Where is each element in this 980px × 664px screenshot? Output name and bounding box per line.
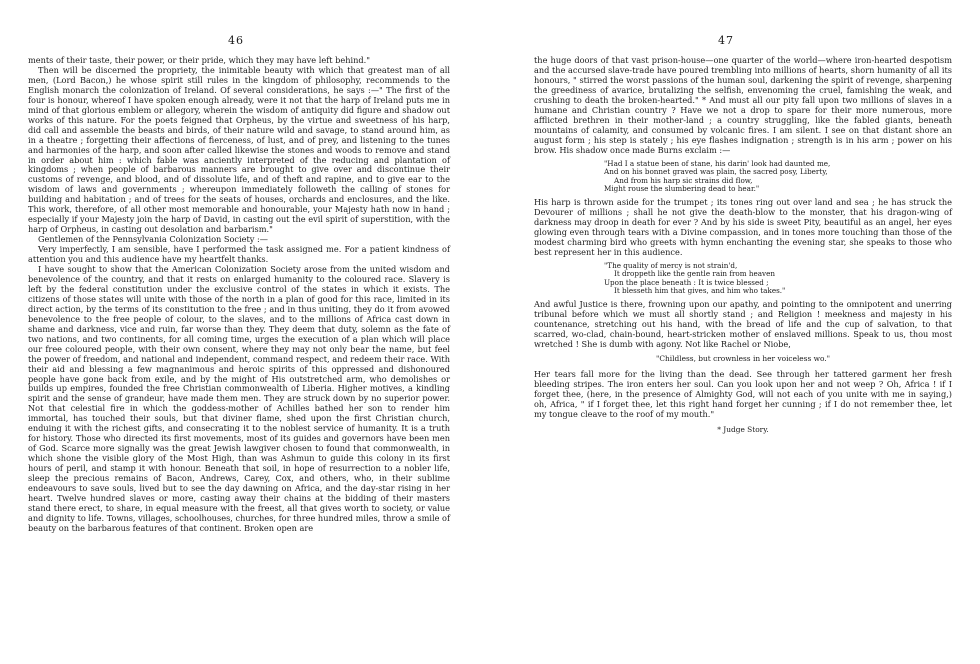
left-page [0,0,472,664]
page-number: 47 [718,34,734,47]
verse-line: Might rouse the slumbering dead to hear." [604,184,760,194]
paragraph: the huge doors of that vast prison-house—one quarter of the world—where iron-hearted despotism and the accursed slave-trade have poured trembling into millions of hearts, shorn humanity of all its honours, " stirred the worst passions of the human soul, darkening the spirit of revenge, sharpening the greediness of avarice, brutalizing the selfish, envenoming the cruel, famishing the weak, and crushing to death the broken-hearted." * And must all our pity fall upon two millions of slaves in a humane and Christian country ? Have we not a drop to spare for their more numerous, more afflicted brethren in their mother-land ; a country struggling, like the fabled giants, beneath mountains of calamity, and consumed by volcanic fires. I am silent. I see on that distant shore an august form ; his step is stately ; his eye flashes indignation ; strength is in his arm ; power on his brow. His shadow once made Burns exclaim :— [534,55,952,155]
paragraph: And awful Justice is there, frowning upon our apathy, and pointing to the omnipotent and unerring tribunal before which we must all shortly stand ; and Religion ! meekness and majesty in his countenance, stretching out his hand, with the bread of life and the cup of salvation, to that scarred, wo-clad, chain-bound, heart-stricken mother of enslaved millions. Speak to us, thou most wretched ! She is dumb with agony. Not like Rachel or Niobe, [534,299,952,349]
paragraph: I have sought to show that the American Colonization Society arose from the united wisdom and benevolence of the country, and that it rests on enlarged humanity to the coloured race. Slavery is left by the federal constitution under the exclusive control of the states in which it exists. The citizens of those states will unite with those of the north in a plan of good for this race, limited in its direct action, by the terms of its constitution to the free ; and in thus uniting, they do it from avowed benevolence to the free people of colour, to the slaves, and to the millions of Africa cast down in shame and darkness, vice and ruin, far worse than they. They deem that duty, solemn as the fate of two nations, and two continents, for all coming time, urges the execution of a plan which will place our free coloured people, with their own consent, where they may not only bear the name, but feel the power of freedom, and national and independent, command respect, and redeem their race. With their aid and blessing a few magnanimous and heroic spirits of this oppressed and dishonoured people have gone back from exile, and by the might of His outstretched arm, who demolishes or builds up empires, founded the free Christian commonwealth of Liberia. Higher motives, a kindling spirit and the sense of grandeur, have made them men. They are struck down by no superior power. Not that celestial fire in which the goddess-mother of Achilles bathed her son to render him immortal, has touched their souls, but that diviner flame, shed upon the first Christian church, enduing it with the richest gifts, and consecrating it to the noblest service of humanity. It is a truth for history. Those who directed its first movements, most of its guides and governors have been men of God. Scarce more signally was the great Jewish lawgiver chosen to found that commonwealth, in which shone the visible glory of the Most High, than was Ashmun to guide this colony in its first hours of peril, and stamp it with honour. Beneath that soil, in hope of resurrection to a nobler life, sleep the precious remains of Bacon, Andrews, Carey, Cox, and others, who, in their sublime endeavours to save souls, lived but to see the day dawning on Africa, and the day-star rising in her heart. Twelve hundred slaves or more, casting away their chains at the bidding of their masters stand there erect, to share, in equal measure with the freest, all that gives worth to society, or value and dignity to life. Towns, villages, schoolhouses, churches, for three hundred miles, throw a smile of beauty on the barbarous features of that continent. Broken open are [28,264,450,533]
paragraph: Then will be discerned the propriety, the inimitable beauty with which that greatest man of all men, (Lord Bacon,) he whose spirit still rules in the kingdom of philosophy, recommends to the English monarch the colonization of Ireland. Of several considerations, he says :—" The first of the four is honour, whereof I have spoken enough already, were it not that the harp of Ireland puts me in mind of that glorious emblem or allegory, wherein the wisdom of antiquity did figure and shadow out works of this nature. For the poets feigned that Orpheus, by the virtue and sweetness of his harp, did call and assemble the beasts and birds, of their nature wild and savage, to stand around him, as in a theatre ; forgetting their affections of fierceness, of lust, and of prey, and listening to the tunes and harmonies of the harp, and soon after called likewise the stones and woods to remove and stand in order about him : which fable was anciently interpreted of the reducing and plantation of kingdoms ; when people of barbarous manners are brought to give over and discontinue their customs of revenge, and blood, and of dissolute life, and of theft and rapine, and to give ear to the wisdom of laws and governments ; whereupon immediately followeth the calling of stones for building and habitation ; and of trees for the seats of houses, orchards and enclosures, and the like. This work, therefore, of all other most memorable and honourable, your Majesty hath now in hand ; especially if your Majesty join the harp of David, in casting out the evil spirit of superstition, with the harp of Orpheus, in casting out desolation and barbarism." [28,64,450,235]
right-text-column [534,56,952,435]
paragraph: ments of their taste, their power, or their pride, which they may have left behind." [28,55,370,65]
right-page [490,0,962,664]
verse-line: Upon the place beneath : It is twice blessed ; [604,277,769,287]
paragraph: His harp is thrown aside for the trumpet ; its tones ring out over land and sea ; he has struck the Devourer of millions ; shall he not give the death-blow to the monster, that his dragon-wing of darkness may droop in death for ever ? And by his side is sweet Pity, beautiful as an angel, her eyes glowing even through tears with a Divine compassion, and in tones more touching than those of the modest charming bird who greets with hymn enchanting the evening star, she speaks to those who best represent her in this audience. [534,196,952,257]
byron-quote: "Childless, but crownless in her voiceless wo." [655,353,831,363]
verse-line: And from his harp sic strains did flow, [614,175,753,185]
paragraph: Very imperfectly, I am sensible, have I performed the task assigned me. For a patient kindness of attention you and this audience have my heartfelt thanks. [28,244,450,265]
verse-line: "The quality of mercy is not strain'd, [604,260,738,270]
verse-line: "Had I a statue been of stane, his darin' look had daunted me, [604,158,831,168]
verse-line: And on his bonnet graved was plain, the sacred posy, Liberty, [604,167,828,177]
verse-line: It blesseth him that gives, and him who takes." [614,286,786,296]
burns-verse [604,160,952,194]
paragraph: Her tears fall more for the living than the dead. See through her tattered garment her fresh bleeding stripes. The iron enters her soul. Can you look upon her and not weep ? Oh, Africa ! if I forget thee, (here, in the presence of Almighty God, will not each of you unite with me in saying,) oh, Africa, " if I forget thee, let this right hand forget her cunning ; if I do not remember thee, let my tongue cleave to the roof of my mouth." [534,368,952,419]
page-number: 46 [228,34,244,47]
left-text-column [28,56,450,534]
footnote: * Judge Story. [717,425,769,435]
mercy-verse [604,262,952,296]
verse-line: It droppeth like the gentle rain from heaven [614,269,775,279]
paragraph: Gentlemen of the Pennsylvania Colonization Society :— [38,234,268,245]
